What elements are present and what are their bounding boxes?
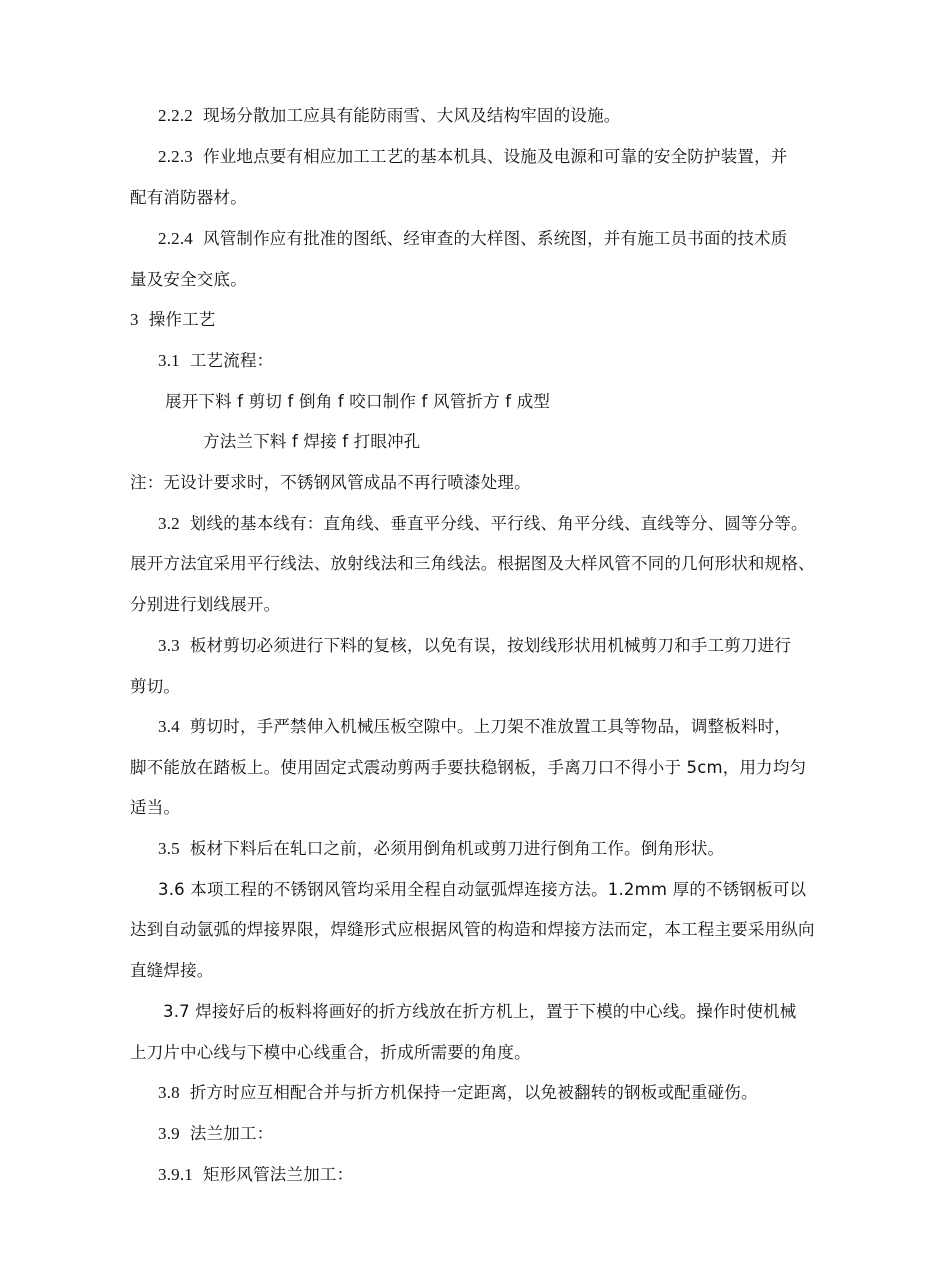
section-number: 3.1 — [158, 351, 180, 370]
paragraph-3-1 — [158, 351, 273, 371]
paragraph-text: 工艺流程： — [189, 351, 274, 370]
paragraph-2-2-4 — [158, 229, 788, 249]
paragraph-text: 上刀片中心线与下模中心线重合，折成所需要的角度。 — [130, 1043, 531, 1062]
paragraph-3-2 — [158, 514, 808, 534]
paragraph-2-2-2 — [158, 106, 621, 126]
note-text: 注：无设计要求时，不锈钢风管成品不再行喷漆处理。 — [130, 473, 531, 492]
section-heading-3 — [130, 310, 216, 330]
paragraph-line — [130, 677, 180, 697]
paragraph-3-4 — [158, 717, 791, 737]
section-number: 2.2.2 — [158, 106, 193, 125]
paragraph-text: 分别进行划线展开。 — [130, 595, 281, 614]
paragraph-line — [130, 1043, 531, 1063]
note-line — [130, 473, 531, 493]
paragraph-text: 现场分散加工应具有能防雨雪、大风及结构牢固的设施。 — [203, 106, 621, 125]
paragraph-2-2-3 — [158, 147, 788, 167]
paragraph-line — [130, 758, 806, 778]
paragraph-3-8 — [158, 1083, 758, 1103]
paragraph-text: 展开方法宜采用平行线法、放射线法和三角线法。根据图及大样风管不同的几何形状和规格、 — [130, 554, 815, 573]
paragraph-3-6 — [158, 880, 806, 900]
paragraph-3-5 — [158, 839, 724, 859]
paragraph-text: 配有消防器材。 — [130, 188, 247, 207]
paragraph-text: 折方时应互相配合并与折方机保持一定距离，以免被翻转的钢板或配重碰伤。 — [189, 1083, 758, 1102]
paragraph-text: 作业地点要有相应加工工艺的基本机具、设施及电源和可靠的安全防护装置，并 — [203, 147, 788, 166]
paragraph-text: 3.7 焊接好后的板料将画好的折方线放在折方机上，置于下模的中心线。操作时使机械 — [163, 1002, 797, 1021]
paragraph-line — [130, 188, 247, 208]
paragraph-text: 划线的基本线有：直角线、垂直平分线、平行线、角平分线、直线等分、圆等分等。 — [189, 514, 808, 533]
section-number: 3.5 — [158, 839, 180, 858]
section-number: 2.2.3 — [158, 147, 193, 166]
paragraph-line — [130, 595, 280, 615]
section-number: 3.4 — [158, 717, 180, 736]
paragraph-text: 3.6 本项工程的不锈钢风管均采用全程自动氩弧焊连接方法。1.2mm 厚的不锈钢板可以 — [158, 880, 807, 899]
section-number: 3.9.1 — [158, 1165, 193, 1184]
paragraph-text: 风管制作应有批准的图纸、经审查的大样图、系统图，并有施工员书面的技术质 — [203, 229, 788, 248]
paragraph-line — [130, 270, 247, 290]
paragraph-line — [130, 920, 815, 940]
paragraph-3-7 — [163, 1002, 797, 1022]
section-number: 3.8 — [158, 1083, 180, 1102]
paragraph-text: 达到自动氩弧的焊接界限，焊缝形式应根据风管的构造和焊接方法而定，本工程主要采用纵向 — [130, 920, 815, 939]
paragraph-text: 适当。 — [130, 798, 181, 817]
paragraph-text: 量及安全交底。 — [130, 270, 247, 289]
paragraph-3-9-1 — [158, 1165, 353, 1185]
paragraph-line — [130, 798, 180, 818]
process-flow-line-2 — [203, 432, 421, 452]
paragraph-3-9 — [158, 1124, 273, 1144]
paragraph-text: 矩形风管法兰加工： — [203, 1165, 354, 1184]
paragraph-text: 法兰加工： — [189, 1124, 274, 1143]
heading-text: 操作工艺 — [148, 310, 216, 329]
paragraph-text: 板材下料后在轧口之前，必须用倒角机或剪刀进行倒角工作。倒角形状。 — [189, 839, 725, 858]
section-number: 2.2.4 — [158, 229, 193, 248]
paragraph-text: 直缝焊接。 — [130, 961, 214, 980]
paragraph-text: 板材剪切必须进行下料的复核，以免有误，按划线形状用机械剪刀和手工剪刀进行 — [189, 636, 792, 655]
paragraph-text: 剪切时，手严禁伸入机械压板空隙中。上刀架不准放置工具等物品，调整板料时， — [189, 717, 792, 736]
section-number: 3 — [130, 310, 139, 329]
process-flow-line-1 — [165, 392, 550, 412]
process-flow-text: 方法兰下料 f 焊接 f 打眼冲孔 — [203, 432, 421, 451]
section-number: 3.3 — [158, 636, 180, 655]
section-number: 3.2 — [158, 514, 180, 533]
paragraph-text: 脚不能放在踏板上。使用固定式震动剪两手要扶稳钢板，手离刀口不得小于 5cm，用力均匀 — [130, 758, 807, 777]
paragraph-3-3 — [158, 636, 791, 656]
paragraph-line — [130, 961, 214, 981]
paragraph-line — [130, 554, 815, 574]
paragraph-text: 剪切。 — [130, 677, 181, 696]
process-flow-text: 展开下料 f 剪切 f 倒角 f 咬口制作 f 风管折方 f 成型 — [165, 392, 551, 411]
section-number: 3.9 — [158, 1124, 180, 1143]
